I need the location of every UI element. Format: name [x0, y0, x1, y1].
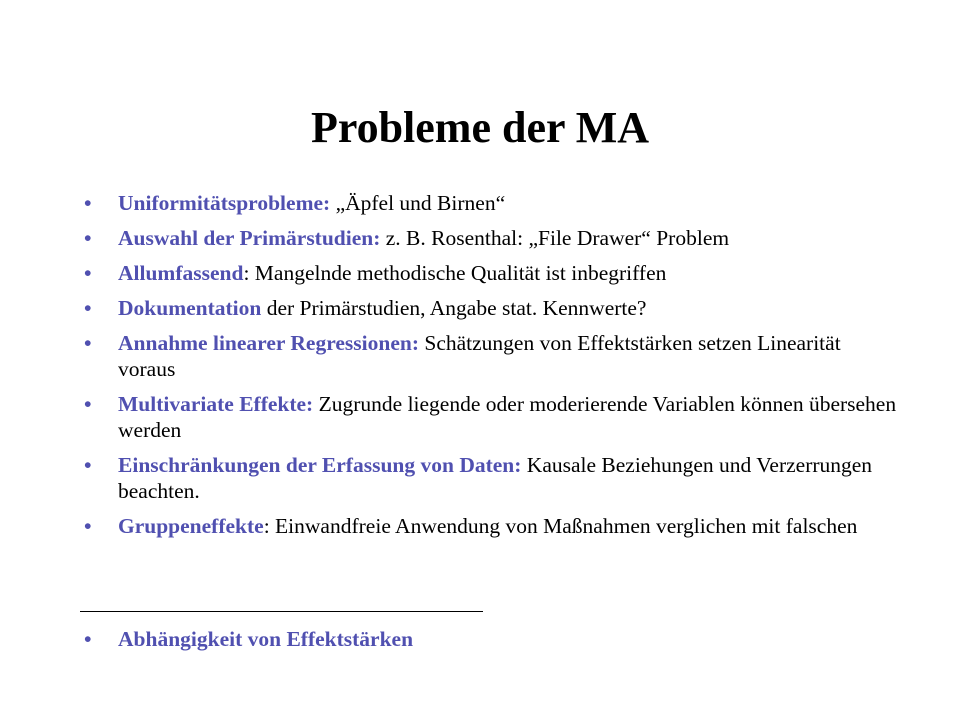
bullet-keyword: Uniformitätsprobleme:: [118, 191, 331, 215]
bullet-text: : Mangelnde methodische Qualität ist inbegriffen: [243, 261, 667, 285]
bullet-item: [80, 391, 900, 443]
bullet-item: [80, 225, 900, 251]
bullet-item: [80, 190, 900, 216]
bullet-keyword: Annahme linearer Regressionen:: [118, 331, 419, 355]
bullet-text: der Primärstudien, Angabe stat. Kennwerte?: [261, 296, 647, 320]
divider-line: [80, 611, 483, 612]
bullet-text: Schätzungen von Effektstärken setzen Linearität voraus: [118, 331, 841, 381]
bullet-item: [80, 295, 900, 321]
bullet-keyword: Gruppeneffekte: [118, 514, 264, 538]
bullet-keyword: Abhängigkeit von Effektstärken: [118, 627, 414, 651]
bullet-text: Zugrunde liegende oder moderierende Variablen können übersehen werden: [118, 392, 897, 442]
bullet-text: „Äpfel und Birnen“: [330, 191, 506, 215]
bullet-text: Kausale Beziehungen und Verzerrungen beachten.: [118, 453, 873, 503]
bullet-icon: •: [84, 226, 92, 250]
bullet-item: [80, 452, 900, 504]
bullet-icon: •: [84, 296, 92, 320]
bullet-keyword: Einschränkungen der Erfassung von Daten:: [118, 453, 522, 477]
bullet-keyword: Allumfassend: [118, 261, 244, 285]
bullet-text: z. B. Rosenthal: „File Drawer“ Problem: [380, 226, 730, 250]
bullet-item: [80, 513, 900, 539]
slide-title: Probleme der MA: [310, 103, 650, 152]
bullet-keyword: Auswahl der Primärstudien:: [118, 226, 381, 250]
bullet-list: [80, 190, 900, 548]
bullet-icon: •: [84, 514, 92, 538]
bullet-keyword: Dokumentation: [118, 296, 262, 320]
bullet-icon: •: [84, 261, 92, 285]
bullet-item: [80, 330, 900, 382]
bullet-icon: •: [84, 627, 92, 651]
bullet-keyword: Multivariate Effekte:: [118, 392, 314, 416]
bullet-item: [80, 260, 900, 286]
bullet-icon: •: [84, 392, 92, 416]
bullet-icon: •: [84, 331, 92, 355]
bullet-icon: •: [84, 453, 92, 477]
bullet-icon: •: [84, 191, 92, 215]
bullet-text: : Einwandfreie Anwendung von Maßnahmen verglichen mit falschen: [263, 514, 858, 538]
bullet-item-last: [80, 626, 938, 652]
